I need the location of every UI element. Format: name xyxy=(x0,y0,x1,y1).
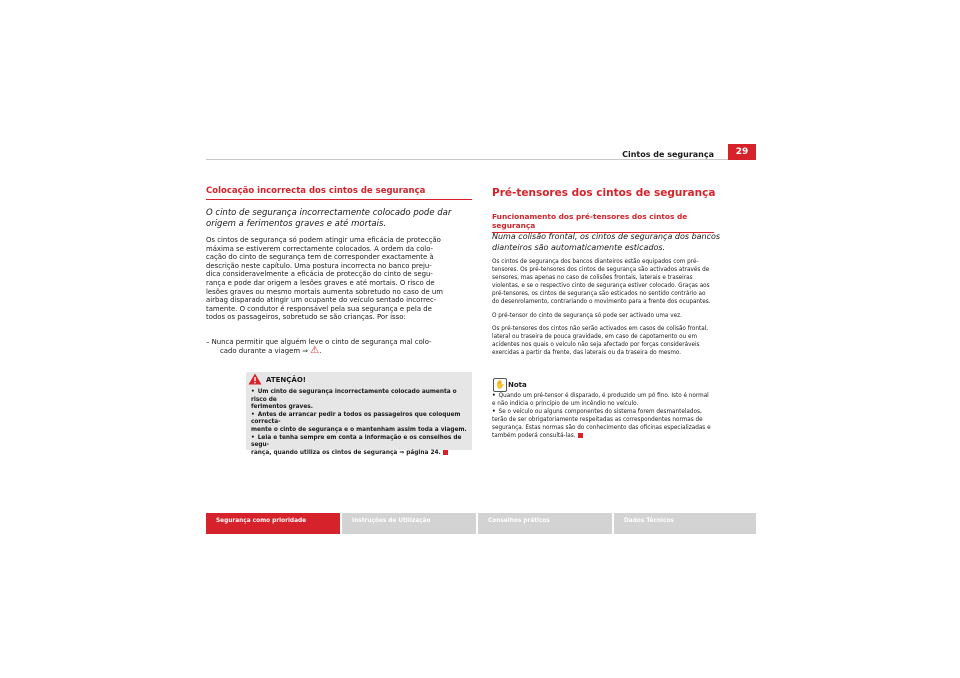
note-text xyxy=(492,392,726,441)
warning-title: ATENÇÃO! xyxy=(266,376,306,384)
instruction-line: – Nunca permitir que alguém leve o cinto de segurança mal colo- xyxy=(206,338,432,346)
body-line: do desenrolamento, contrariando o movimento para a frente dos ocupantes. xyxy=(492,299,711,306)
note-line: e não indicia o princípio de um incêndio no veículo. xyxy=(492,401,639,408)
body-line: acidentes nos quais o veículo não seja afectado por forças consideráveis xyxy=(492,341,700,348)
body-line: lateral ou traseira de pouca gravidade, em caso de capotamento ou em xyxy=(492,333,697,340)
lead-paragraph-right xyxy=(492,232,722,253)
sub-heading: Funcionamento dos pré-tensores dos cintos de segurança xyxy=(492,212,714,233)
warning-triangle-icon xyxy=(248,373,262,385)
instruction-item xyxy=(206,338,472,355)
body-line: Os cintos de segurança dos bancos dianteiros estão equipados com pré- xyxy=(492,259,699,265)
warning-line: mente o cinto de segurança e o mantenham assim toda a viagem. xyxy=(251,426,467,433)
body-line: dica consideravelmente a eficácia de protecção do cinto de segu- xyxy=(206,270,433,279)
body-paragraph xyxy=(206,236,472,322)
body-line: pré-tensores, os cintos de segurança são esticados no sentido contrário ao xyxy=(492,291,706,298)
lead-line: origem a ferimentos graves e até mortais. xyxy=(206,219,387,229)
tab-conselhos[interactable] xyxy=(478,513,612,534)
body-line: máxima se estiverem correctamente colocados. A ordem da colo- xyxy=(206,244,434,253)
body-line: Os pré-tensores dos cintos não serão activados em casos de colisão frontal, xyxy=(492,325,709,332)
warning-line: • Antes de arrancar pedir a todos os passageiros que coloquem correcta- xyxy=(251,411,461,426)
body-line: O pré-tensor do cinto de segurança só pode ser activado uma vez. xyxy=(492,312,682,319)
body-line: sensores, mas apenas no caso de colisões frontais, laterais e traseiras xyxy=(492,275,693,282)
warning-line: ferimentos graves. xyxy=(251,404,313,411)
end-mark-icon xyxy=(578,433,583,438)
lead-line: dianteiros são automaticamente esticados. xyxy=(492,242,666,252)
warning-text xyxy=(251,389,469,457)
section-heading: Colocação incorrecta dos cintos de segurança xyxy=(206,186,472,200)
tab-label: Dados Técnicos xyxy=(624,518,674,524)
lead-line: O cinto de segurança incorrectamente colocado pode dar xyxy=(206,208,452,218)
body-line: violentas, e se o respectivo cinto de segurança estiver colocado. Graças aos xyxy=(492,283,710,290)
header-rule xyxy=(206,159,728,160)
running-title: Cintos de segurança xyxy=(622,150,714,159)
body-line: exercidas a partir da frente, das laterais ou da traseira do mesmo. xyxy=(492,349,682,356)
instruction-line: cado durante a viagem ⇒ xyxy=(220,346,309,355)
tab-seguranca[interactable] xyxy=(206,513,340,534)
warning-line: • Leia e tenha sempre em conta a informação e os conselhos de segu- xyxy=(251,434,462,449)
tab-label: Instruções de Utilização xyxy=(352,518,431,524)
body-line: rança e pode dar origem a lesões graves e até mortais. O risco de xyxy=(206,278,435,287)
note-line: • Quando um pré-tensor é disparado, é produzido um pó fino. Isto é normal xyxy=(492,393,709,399)
body-line: todos os passageiros, sobretudo se são crianças. Por isso: xyxy=(206,313,406,322)
body-line: tamente. O condutor é responsável pela sua segurança e pela de xyxy=(206,304,432,313)
warning-line: • Um cinto de segurança incorrectamente colocado aumenta o risco de xyxy=(251,389,457,403)
lead-paragraph xyxy=(206,208,472,230)
warning-line: rança, quando utiliza os cintos de segurança ⇒ página 24. xyxy=(251,450,469,458)
page-number: 29 xyxy=(728,144,756,160)
tab-dados-tecnicos[interactable] xyxy=(614,513,756,534)
note-line: também poderá consultá-las. xyxy=(492,432,726,440)
body-line: descrição neste capítulo. Uma postura incorrecta no banco preju- xyxy=(206,261,432,270)
tab-label: Segurança como prioridade xyxy=(216,518,307,524)
tab-instrucoes[interactable] xyxy=(342,513,476,534)
tab-label: Conselhos práticos xyxy=(488,518,550,524)
body-paragraph-right xyxy=(492,258,726,357)
body-line: tensores. Os pré-tensores dos cintos de segurança são activados através de xyxy=(492,267,710,274)
note-line: segurança. Estas normas são do conhecimento das oficinas especializadas e xyxy=(492,425,711,432)
note-line: • Se o veículo ou alguns componentes do sistema forem desmantelados, xyxy=(492,409,702,416)
end-mark-icon xyxy=(443,450,448,455)
note-hand-icon: ✋ xyxy=(493,378,507,392)
warning-triangle-icon[interactable]: ⚠ xyxy=(310,344,320,356)
note-title: Nota xyxy=(508,381,527,389)
chapter-title: Pré-tensores dos cintos de segurança xyxy=(492,187,716,199)
body-line: lesões graves ou mesmo mortais aumenta sobretudo no caso de um xyxy=(206,287,443,296)
body-line: airbag disparado atingir um ocupante do veículo sentado incorrec- xyxy=(206,296,437,305)
instruction-line-cont: cado durante a viagem ⇒ ⚠. xyxy=(220,344,322,356)
lead-line: Numa colisão frontal, os cintos de segurança dos bancos xyxy=(492,232,721,241)
body-line: cação do cinto de segurança tem de corresponder exactamente à xyxy=(206,253,434,262)
body-line: Os cintos de segurança só podem atingir uma eficácia de protecção xyxy=(206,236,441,244)
note-line: terão de ser obrigatoriamente respeitadas as correspondentes normas de xyxy=(492,417,703,424)
